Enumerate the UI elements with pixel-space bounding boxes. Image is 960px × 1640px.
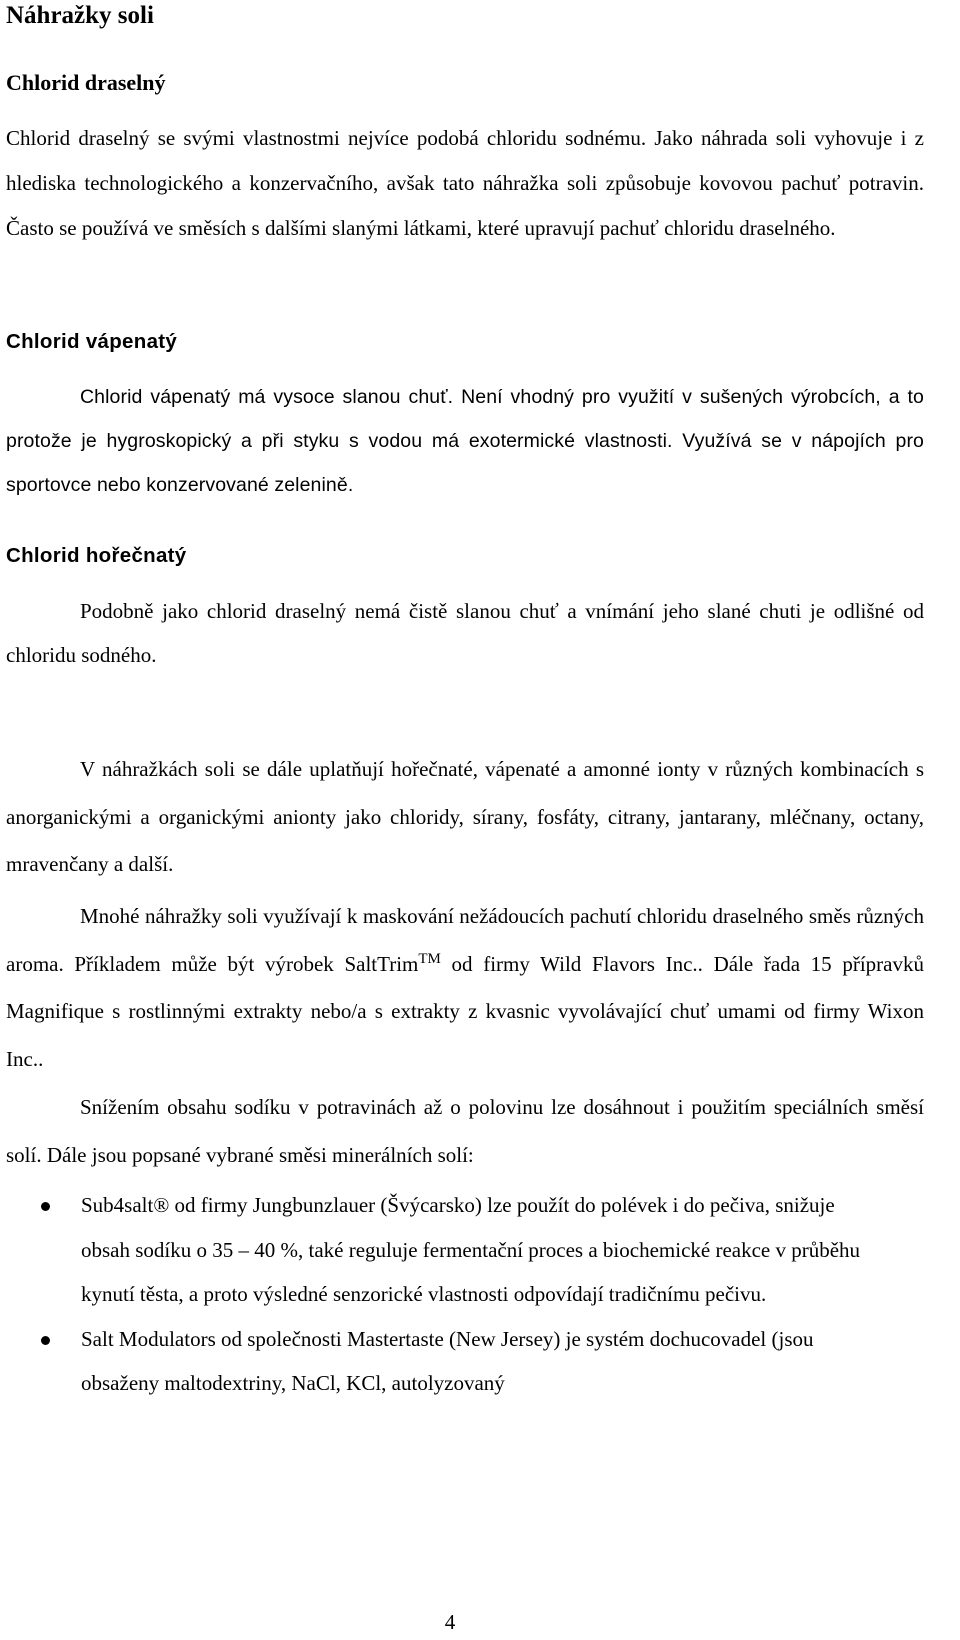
- section-heading-potassium-chloride: Chlorid draselný: [6, 70, 166, 95]
- bullet-icon: [41, 1202, 50, 1211]
- section-text-magnesium-chloride: Podobně jako chlorid draselný nemá čistě slanou chuť a vnímání jeho slané chuti je odlišné od chloridu sodného.: [6, 599, 924, 667]
- section-text-calcium-chloride: Chlorid vápenatý má vysoce slanou chuť. Není vhodný pro využití v sušených výrobcích, a to protože je hygroskopický a při styku s vodou má exotermické vlastnosti. Využívá se v nápojích pro sportovce nebo konzervované zelenině.: [6, 386, 924, 496]
- paragraph-masking: [6, 893, 924, 1083]
- page-title: Náhražky soli: [6, 2, 154, 29]
- paragraph-masking-text-2: od firmy Wild Flavors Inc.. Dále řada 15 přípravků Magnifique s rostlinnými extrakty nebo/a s extrakty z kvasnic vyvolávající chuť umami od firmy Wixon Inc..: [6, 951, 924, 1071]
- section-heading-calcium-chloride: Chlorid vápenatý: [6, 330, 178, 353]
- list-item: [0, 1183, 871, 1317]
- salt-mixtures-list: [0, 1183, 960, 1406]
- list-item-text: Salt Modulators od společnosti Mastertaste (New Jersey) je systém dochucovadel (jsou obsaženy maltodextriny, NaCl, KCl, autolyzovaný: [81, 1326, 814, 1395]
- section-heading-magnesium-chloride: Chlorid hořečnatý: [6, 544, 187, 567]
- paragraph-sodium-reduction: Snížením obsahu sodíku v potravinách až o polovinu lze dosáhnout i použitím speciálních směsí solí. Dále jsou popsané vybrané směsi minerálních solí:: [6, 1095, 924, 1167]
- trademark-symbol: TM: [418, 950, 441, 967]
- section-text-potassium-chloride: Chlorid draselný se svými vlastnostmi nejvíce podobá chloridu sodnému. Jako náhrada soli vyhovuje i z hlediska technologického a konzervačního, avšak tato náhražka soli způsobuje kovovou pachuť potravin. Často se používá ve směsích s dalšími slanými látkami, které upravují pachuť chloridu draselného.: [6, 126, 924, 240]
- paragraph-ions: V náhražkách soli se dále uplatňují hořečnaté, vápenaté a amonné ionty v různých kombinacích s anorganickými a organickými anionty jako chloridy, sírany, fosfáty, citrany, jantarany, mléčnany, octany, mravenčany a další.: [6, 757, 924, 876]
- list-item-text: Sub4salt® od firmy Jungbunzlauer (Švýcarsko) lze použít do polévek i do pečiva, snižuje obsah sodíku o 35 – 40 %, také reguluje fermentační proces a biochemické reakce v průběhu kynutí těsta, a proto výsledné senzorické vlastnosti odpovídají tradičnímu pečivu.: [81, 1193, 861, 1306]
- list-item: [0, 1317, 871, 1406]
- bullet-icon: [41, 1336, 50, 1345]
- paragraph-masking-text-1: Mnohé náhražky soli využívají k maskování nežádoucích pachutí chloridu draselného směs různých aroma. Příkladem může být výrobek SaltTrim: [6, 904, 924, 976]
- page-number: 4: [444, 1610, 456, 1634]
